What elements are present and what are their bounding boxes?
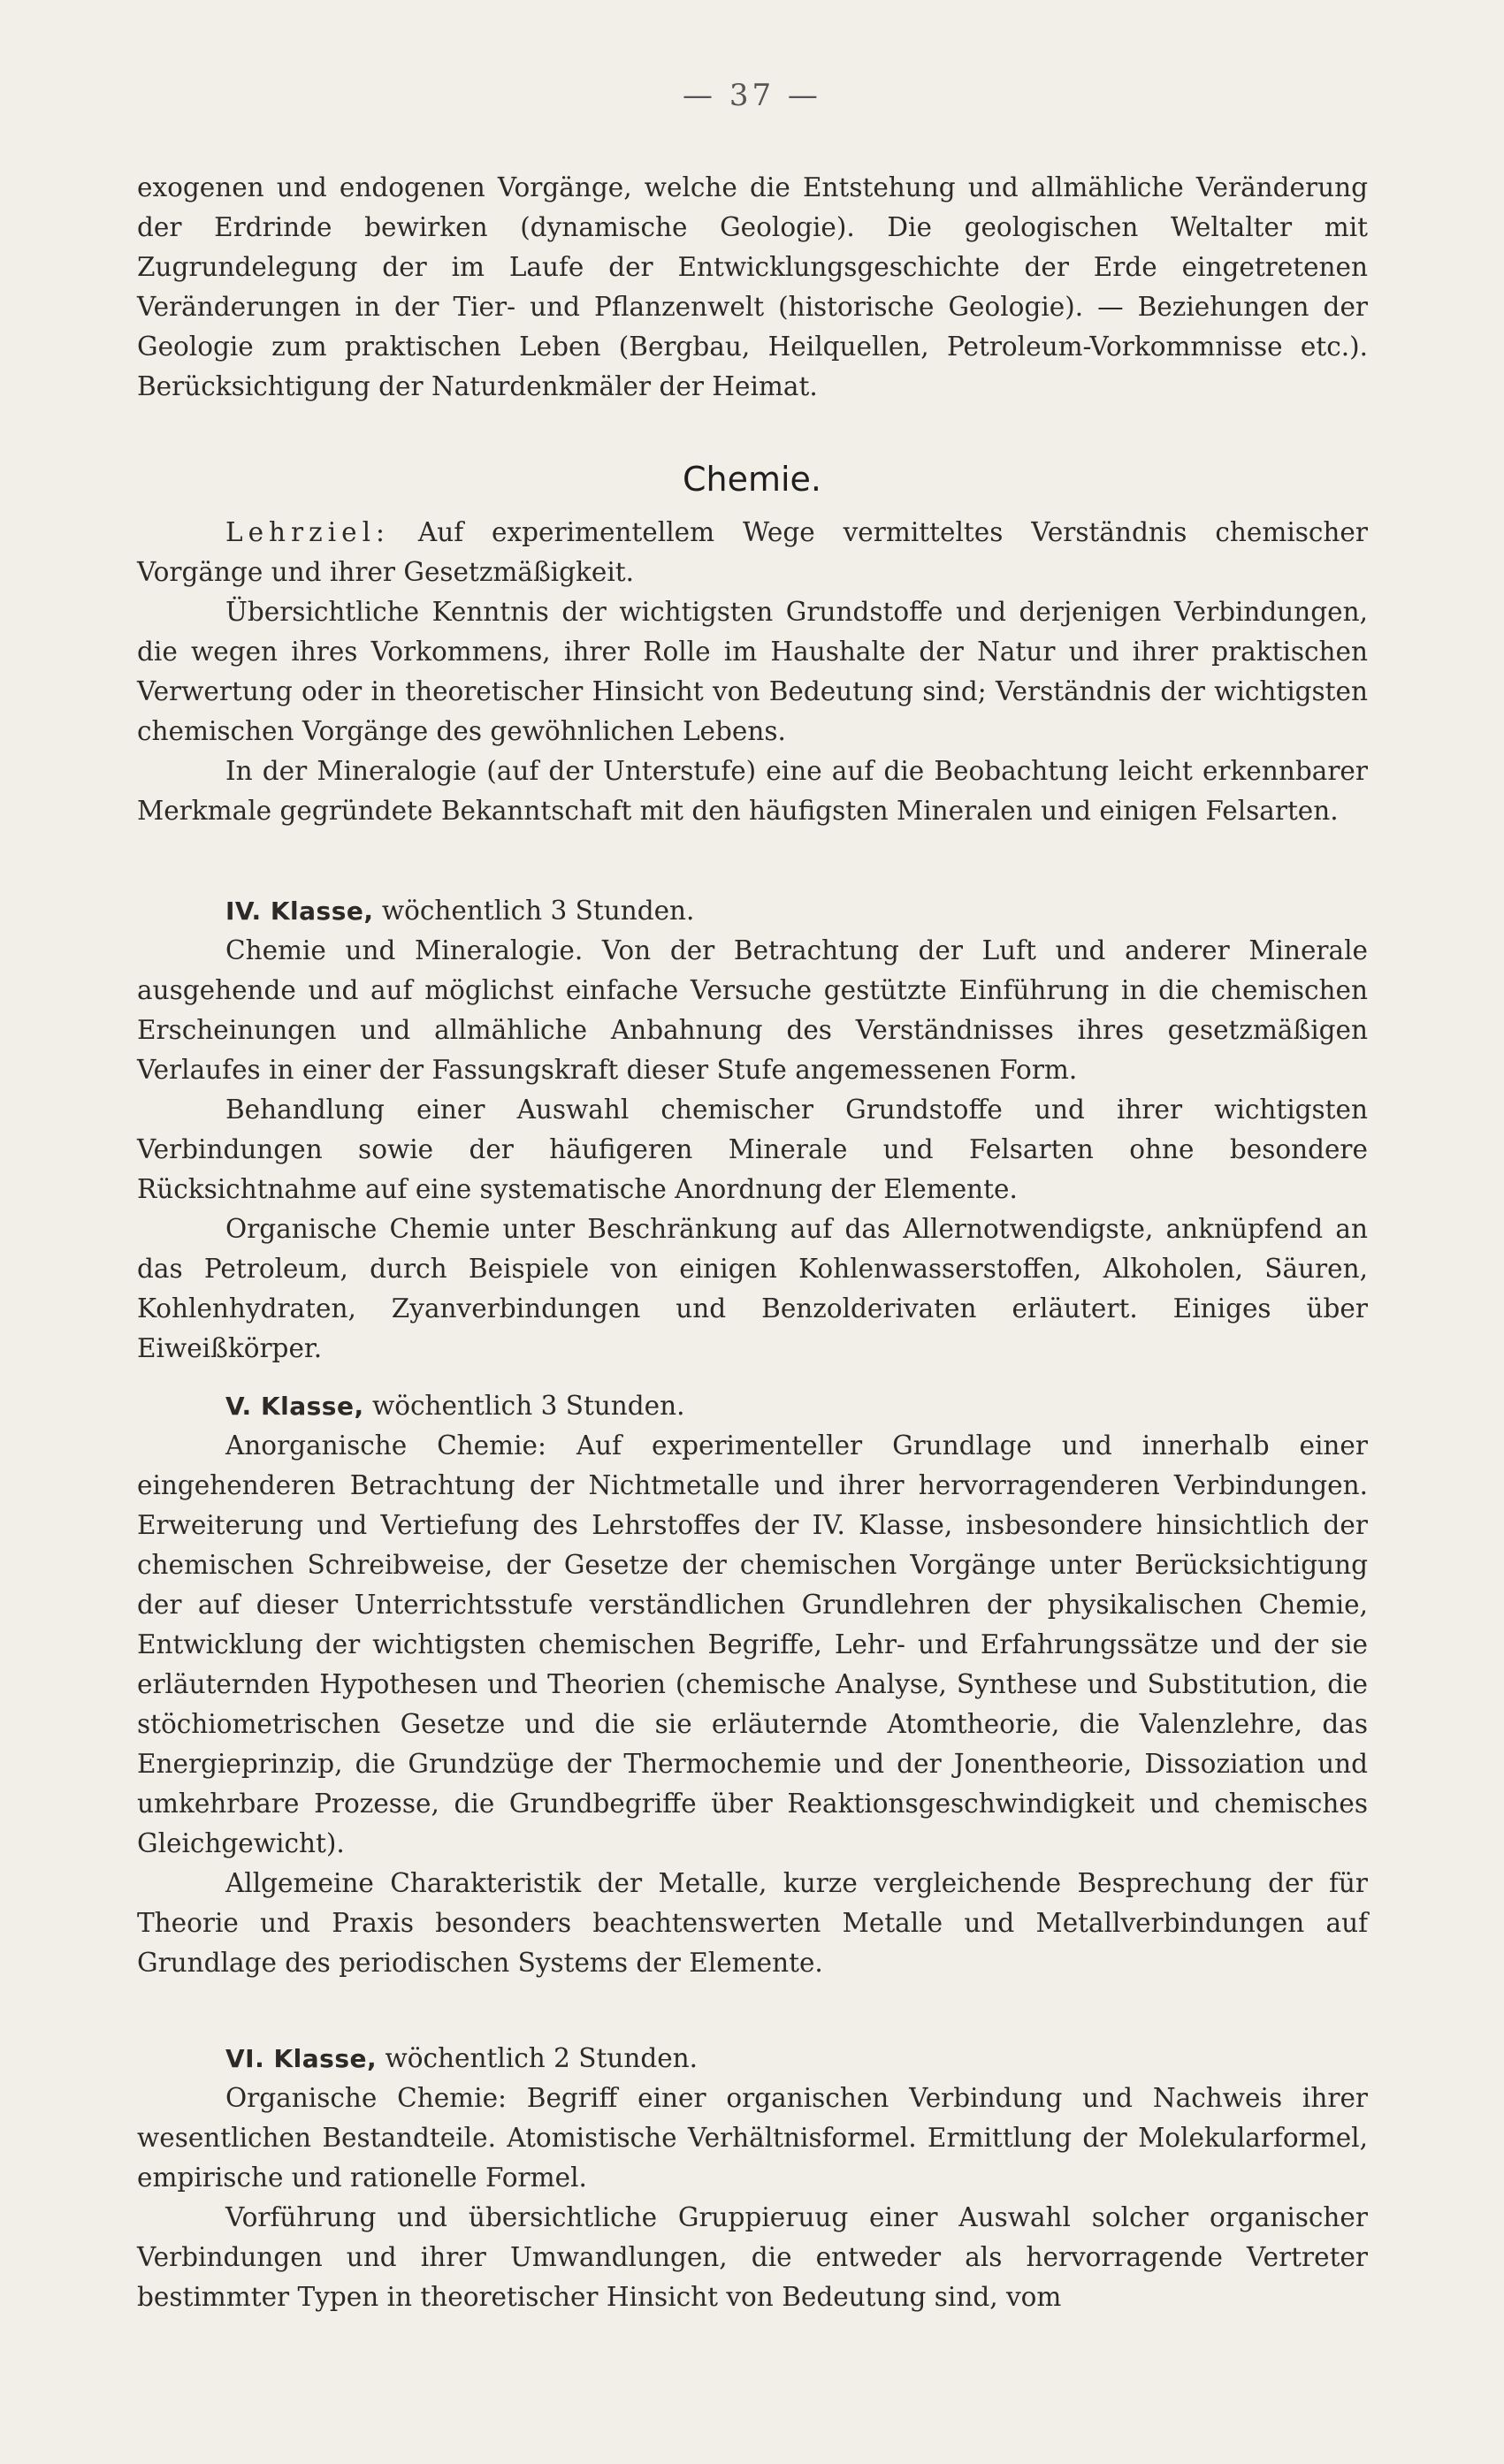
klasse-iv-heading	[137, 891, 1368, 931]
klasse-iv-hours: wöchentlich 3 Stunden.	[373, 896, 695, 926]
klasse-vi-label: VI. Klasse,	[225, 2044, 378, 2073]
paragraph: Anorganische Chemie: Auf experimenteller Grundlage und innerhalb einer eingehenderen Betrachtung der Nichtmetalle und ihrer hervorragenderen Verbindungen. Erweiterung und Vertiefung des Lehrstoffes der IV. Klasse, insbesondere hinsichtlich der chemischen Schreibweise, der Gesetze der chemischen Vorgänge unter Berücksichtigung der auf dieser Unterrichtsstufe verständlichen Grundlehren der physikalischen Chemie, Entwicklung der wichtigsten chemischen Begriffe, Lehr- und Erfahrungssätze und der sie erläuternden Hypothesen und Theorien (chemische Analyse, Synthese und Substitution, die stöchiometrischen Gesetze und die sie erläuternde Atomtheorie, die Valenzlehre, das Energieprinzip, die Grundzüge der Thermochemie und der Jonentheorie, Dissoziation und umkehrbare Prozesse, die Grundbegriffe über Reaktionsgeschwindigkeit und chemisches Gleichgewicht).	[137, 1430, 1368, 1858]
section-heading: Chemie.	[682, 460, 822, 499]
klasse-vi-hours: wöchentlich 2 Stunden.	[377, 2043, 699, 2073]
intro-paragraph: exogenen und endogenen Vorgänge, welche die Entstehung und allmähliche Veränderung der Erdrinde bewirken (dynamische Geologie). Die geologischen Weltalter mit Zugrundelegung der im Laufe der Entwicklungsgeschichte der Erde eingetretenen Veränderungen in der Tier- und Pflanzenwelt (historische Geologie). — Beziehungen der Geologie zum praktischen Leben (Bergbau, Heilquellen, Petroleum-Vorkommnisse etc.). Berücksichtigung der Naturdenkmäler der Heimat.	[137, 172, 1368, 401]
paragraph: Allgemeine Charakteristik der Metalle, kurze vergleichende Besprechung der für Theorie und Praxis besonders beachtenswerten Metalle und Metallverbindungen auf Grundlage des periodischen Systems der Elemente.	[137, 1868, 1368, 1978]
paragraph: Behandlung einer Auswahl chemischer Grundstoffe und ihrer wichtigsten Verbindungen sowie der häufigeren Minerale und Felsarten ohne besondere Rücksichtnahme auf eine systematische Anordnung der Elemente.	[137, 1095, 1368, 1204]
klasse-v-label: V. Klasse,	[225, 1392, 364, 1421]
paragraph: Übersichtliche Kenntnis der wichtigsten Grundstoffe und derjenigen Verbindungen, die wegen ihres Vorkommens, ihrer Rolle im Haushalte der Natur und ihrer praktischen Verwertung oder in theoretischer Hinsicht von Bedeutung sind; Verständnis der wichtigsten chemischen Vorgänge des gewöhnlichen Lebens.	[137, 597, 1368, 746]
intro-block	[137, 168, 1368, 407]
lehrziel-label: Lehrziel:	[225, 517, 390, 547]
chemie-body	[137, 513, 1368, 831]
klasse-iv-section	[137, 891, 1368, 1369]
klasse-v-heading	[137, 1386, 1368, 1426]
lehrziel-text: Auf experimentellem Wege vermitteltes Verständnis chemischer Vorgänge und ihrer Gesetzmäßigkeit.	[137, 517, 1368, 587]
paragraph: Chemie und Mineralogie. Von der Betrachtung der Luft und anderer Minerale ausgehende und auf möglichst einfache Versuche gestützte Einführung in die chemischen Erscheinungen und allmähliche Anbahnung des Verständnisses ihres gesetzmäßigen Verlaufes in einer der Fassungskraft dieser Stufe angemessenen Form.	[137, 935, 1368, 1085]
paragraph: Organische Chemie unter Beschränkung auf das Allernotwendigste, anknüpfend an das Petroleum, durch Beispiele von einigen Kohlenwasserstoffen, Alkoholen, Säuren, Kohlenhydraten, Zyanverbindungen und Benzolderivaten erläutert. Einiges über Eiweißkörper.	[137, 1214, 1368, 1363]
lehrziel-paragraph	[137, 513, 1368, 592]
klasse-v-hours: wöchentlich 3 Stunden.	[363, 1391, 685, 1421]
paragraph: In der Mineralogie (auf der Unterstufe) eine auf die Beobachtung leicht erkennbarer Merkmale gegründete Bekanntschaft mit den häufigsten Mineralen und einigen Felsarten.	[137, 756, 1368, 826]
klasse-iv-label: IV. Klasse,	[225, 896, 374, 926]
klasse-v-section	[137, 1386, 1368, 1983]
paragraph: Organische Chemie: Begriff einer organischen Verbindung und Nachweis ihrer wesentlichen Bestandteile. Atomistische Verhältnisformel. Ermittlung der Molekularformel, empirische und rationelle Formel.	[137, 2083, 1368, 2193]
paragraph: Vorführung und übersichtliche Gruppieruug einer Auswahl solcher organischer Verbindungen und ihrer Umwandlungen, die entweder als hervorragende Vertreter bestimmter Typen in theoretischer Hinsicht von Bedeutung sind, vom	[137, 2202, 1368, 2312]
klasse-vi-heading	[137, 2039, 1368, 2079]
page-number: — 37 —	[683, 78, 821, 113]
klasse-vi-section	[137, 2039, 1368, 2317]
